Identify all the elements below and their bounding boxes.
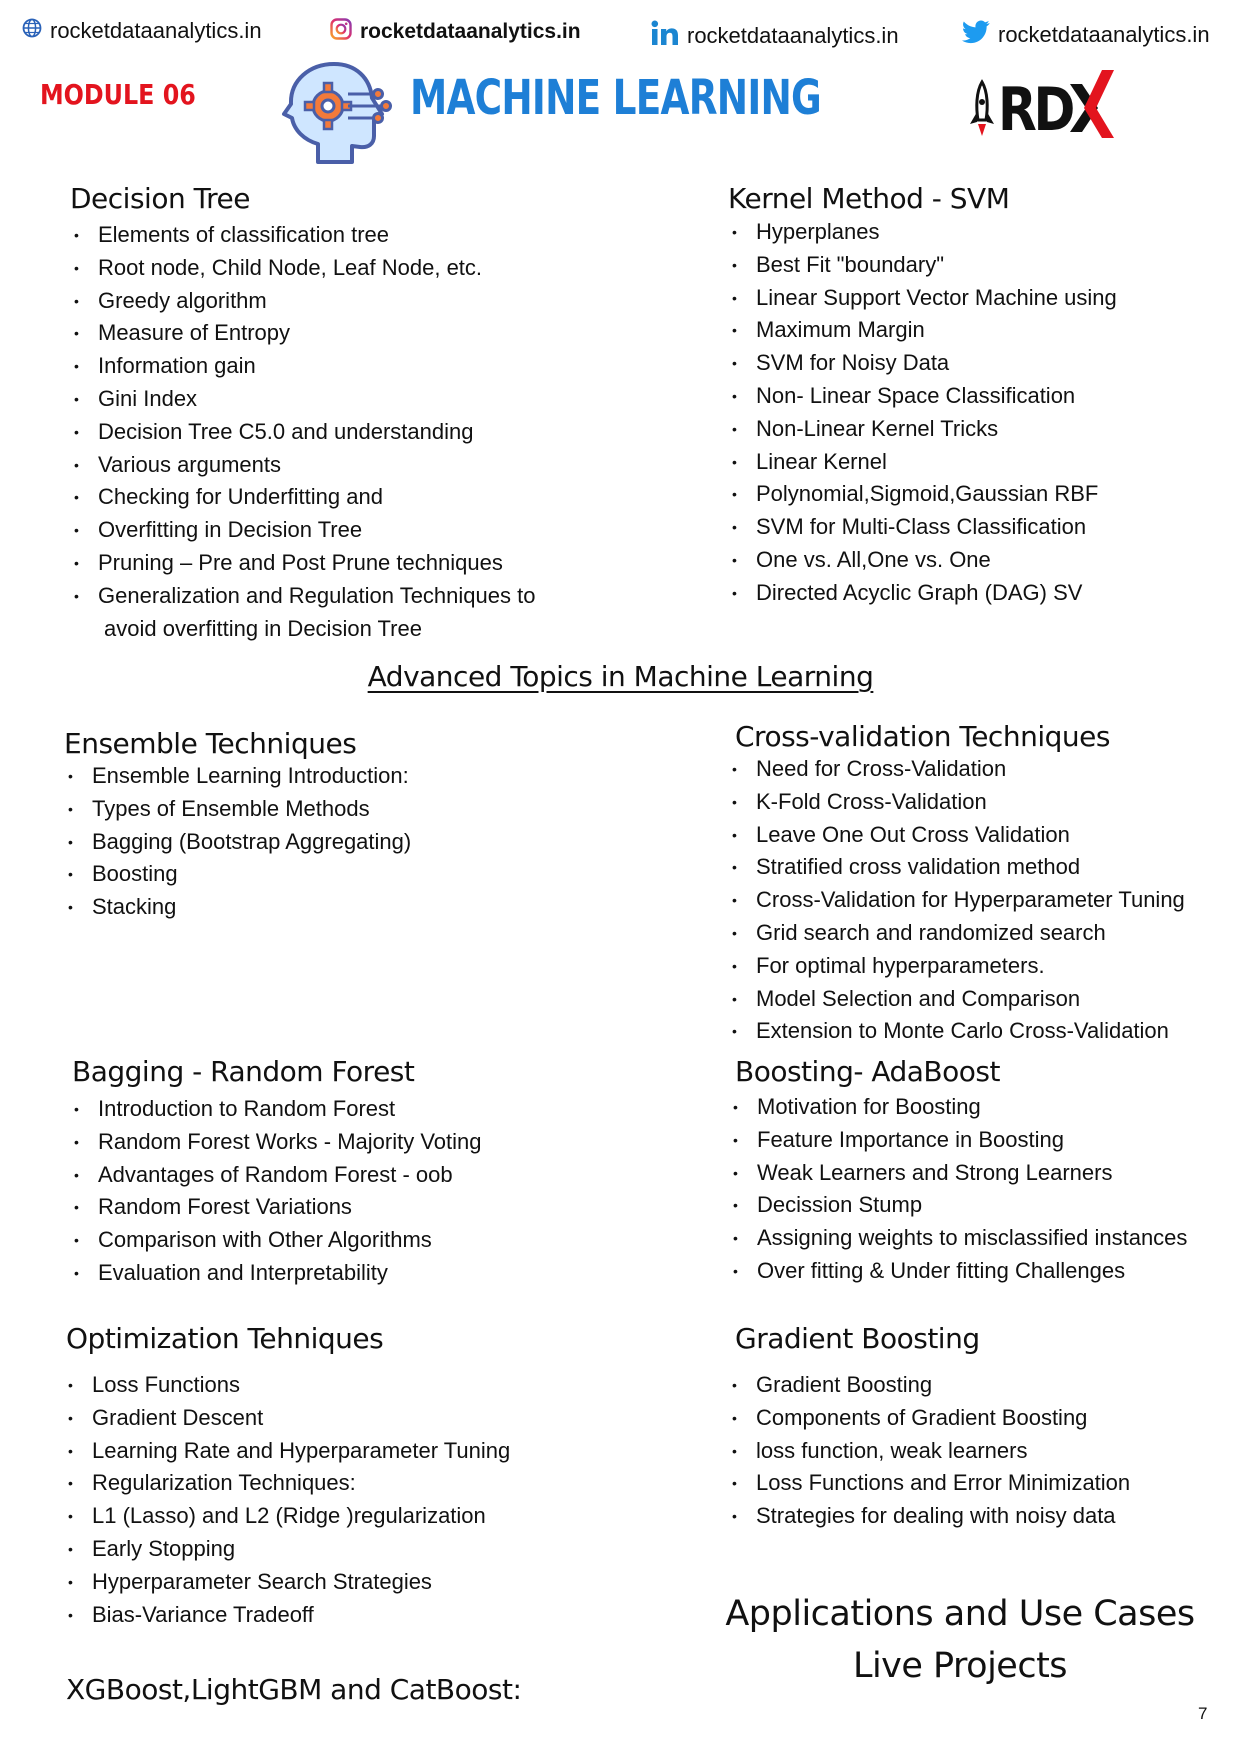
random-forest-section: [72, 1055, 482, 1290]
cross-validation-section: [735, 720, 1185, 1048]
list-item: • Best Fit "boundary": [728, 249, 1117, 282]
adaboost-heading: Boosting- AdaBoost: [735, 1055, 1000, 1088]
optimization-heading: Optimization Tehniques: [66, 1322, 384, 1355]
list-item: • Weak Learners and Strong Learners: [729, 1157, 1187, 1190]
decision-tree-heading: Decision Tree: [70, 182, 250, 215]
list-item: • Loss Functions and Error Minimization: [728, 1467, 1130, 1500]
instagram-icon: [330, 18, 352, 46]
list-item: • loss function, weak learners: [728, 1435, 1130, 1468]
list-item: • Assigning weights to misclassified instances: [729, 1222, 1187, 1255]
list-item: • Leave One Out Cross Validation: [728, 819, 1185, 852]
advanced-topics-text: Advanced Topics in Machine Learning: [367, 660, 874, 693]
list-item: • K-Fold Cross-Validation: [728, 786, 1185, 819]
list-item: • Need for Cross-Validation: [728, 753, 1185, 786]
list-item: • Gini Index: [70, 383, 535, 416]
cross-validation-heading: Cross-validation Techniques: [735, 720, 1110, 753]
instagram-text: rocketdataanalytics.in: [360, 20, 581, 43]
list-item: • Linear Support Vector Machine using: [728, 282, 1117, 315]
website-text: rocketdataanalytics.in: [50, 18, 262, 43]
linkedin-text: rocketdataanalytics.in: [687, 23, 899, 48]
list-item: • Hyperplanes: [728, 216, 1117, 249]
ensemble-section: [64, 727, 411, 924]
list-item: • Components of Gradient Boosting: [728, 1402, 1130, 1435]
kernel-svm-section: [728, 182, 1117, 610]
list-item: • Motivation for Boosting: [729, 1091, 1187, 1124]
adaboost-list: [729, 1091, 1187, 1288]
rocket-icon: [970, 82, 994, 136]
list-item: • Maximum Margin: [728, 314, 1117, 347]
list-item: • Boosting: [64, 858, 411, 891]
list-item: • Generalization and Regulation Techniques to: [70, 580, 535, 613]
twitter-icon: [962, 20, 990, 50]
decision-tree-section: [70, 182, 535, 645]
brain-gear-icon: [278, 58, 393, 173]
list-item: • Root node, Child Node, Leaf Node, etc.: [70, 252, 535, 285]
rdx-logo: [966, 64, 1116, 149]
list-item: • Random Forest Works - Majority Voting: [70, 1126, 482, 1159]
instagram-contact[interactable]: [330, 18, 581, 46]
kernel-svm-heading: Kernel Method - SVM: [728, 182, 1010, 215]
page-number: 7: [1198, 1704, 1208, 1723]
list-item: • Gradient Descent: [64, 1402, 510, 1435]
website-contact[interactable]: [22, 18, 262, 44]
list-item: • Introduction to Random Forest: [70, 1093, 482, 1126]
list-item: • Extension to Monte Carlo Cross-Validation: [728, 1015, 1185, 1048]
list-item: • Linear Kernel: [728, 446, 1117, 479]
decision-tree-list: [70, 219, 535, 645]
twitter-contact[interactable]: [962, 20, 1210, 50]
list-item: • One vs. All,One vs. One: [728, 544, 1117, 577]
advanced-topics-title: [0, 660, 1241, 693]
list-item: • Overfitting in Decision Tree: [70, 514, 535, 547]
optimization-section: [66, 1322, 510, 1631]
svg-text:RD: RD: [998, 75, 1073, 144]
module-label: MODULE 06: [40, 78, 196, 111]
list-item: • Stacking: [64, 891, 411, 924]
list-item: • Measure of Entropy: [70, 317, 535, 350]
linkedin-contact[interactable]: [651, 20, 899, 52]
list-item: • Grid search and randomized search: [728, 917, 1185, 950]
list-item: • Checking for Underfitting and: [70, 481, 535, 514]
globe-icon: [22, 18, 42, 44]
list-item: • Stratified cross validation method: [728, 851, 1185, 884]
adaboost-section: [735, 1055, 1187, 1288]
list-item: • Bagging (Bootstrap Aggregating): [64, 826, 411, 859]
list-item: • L1 (Lasso) and L2 (Ridge )regularization: [64, 1500, 510, 1533]
list-item-continuation: avoid overfitting in Decision Tree: [104, 615, 422, 641]
list-item: • Polynomial,Sigmoid,Gaussian RBF: [728, 478, 1117, 511]
list-item: • Greedy algorithm: [70, 285, 535, 318]
list-item: • Model Selection and Comparison: [728, 983, 1185, 1016]
list-item: • Bias-Variance Tradeoff: [64, 1599, 510, 1632]
list-item: • Regularization Techniques:: [64, 1467, 510, 1500]
twitter-text: rocketdataanalytics.in: [998, 22, 1210, 47]
list-item: • Elements of classification tree: [70, 219, 535, 252]
list-item: • Ensemble Learning Introduction:: [64, 760, 411, 793]
list-item: • Evaluation and Interpretability: [70, 1257, 482, 1290]
list-item: • Over fitting & Under fitting Challenges: [729, 1255, 1187, 1288]
list-item: • Information gain: [70, 350, 535, 383]
list-item: • Non-Linear Kernel Tricks: [728, 413, 1117, 446]
xgboost-section: [66, 1673, 521, 1706]
linkedin-icon: [651, 20, 679, 52]
page-title: MACHINE LEARNING: [410, 70, 822, 126]
ensemble-list: [64, 760, 411, 924]
contact-bar: [0, 0, 1241, 70]
ensemble-heading: Ensemble Techniques: [64, 727, 357, 760]
list-item: • Pruning – Pre and Post Prune techniques: [70, 547, 535, 580]
cross-validation-list: [728, 753, 1185, 1048]
live-projects-heading: Live Projects: [852, 1646, 1068, 1686]
list-item: • Hyperparameter Search Strategies: [64, 1566, 510, 1599]
applications-block: [720, 1588, 1200, 1692]
xgboost-heading: XGBoost,LightGBM and CatBoost:: [66, 1673, 522, 1706]
list-item: • Comparison with Other Algorithms: [70, 1224, 482, 1257]
list-item: • Decision Tree C5.0 and understanding: [70, 416, 535, 449]
gradient-boosting-section: [735, 1322, 1130, 1533]
list-item: • Random Forest Variations: [70, 1191, 482, 1224]
list-item: • Learning Rate and Hyperparameter Tuning: [64, 1435, 510, 1468]
list-item: • Advantages of Random Forest - oob: [70, 1159, 482, 1192]
gradient-boosting-heading: Gradient Boosting: [735, 1322, 980, 1355]
list-item: • Feature Importance in Boosting: [729, 1124, 1187, 1157]
kernel-svm-list: [728, 216, 1117, 610]
gradient-boosting-list: [728, 1369, 1130, 1533]
random-forest-heading: Bagging - Random Forest: [72, 1055, 415, 1088]
random-forest-list: [70, 1093, 482, 1290]
list-item: • SVM for Noisy Data: [728, 347, 1117, 380]
list-item: • Strategies for dealing with noisy data: [728, 1500, 1130, 1533]
list-item: • Non- Linear Space Classification: [728, 380, 1117, 413]
list-item: • Types of Ensemble Methods: [64, 793, 411, 826]
list-item: • Cross-Validation for Hyperparameter Tuning: [728, 884, 1185, 917]
list-item: • For optimal hyperparameters.: [728, 950, 1185, 983]
optimization-list: [64, 1369, 510, 1631]
list-item: • Early Stopping: [64, 1533, 510, 1566]
list-item: • SVM for Multi-Class Classification: [728, 511, 1117, 544]
list-item: • Loss Functions: [64, 1369, 510, 1402]
list-item: • Various arguments: [70, 449, 535, 482]
list-item: • Gradient Boosting: [728, 1369, 1130, 1402]
list-item: • Directed Acyclic Graph (DAG) SV: [728, 577, 1117, 610]
list-item: • Decission Stump: [729, 1189, 1187, 1222]
applications-heading: Applications and Use Cases: [725, 1594, 1195, 1634]
